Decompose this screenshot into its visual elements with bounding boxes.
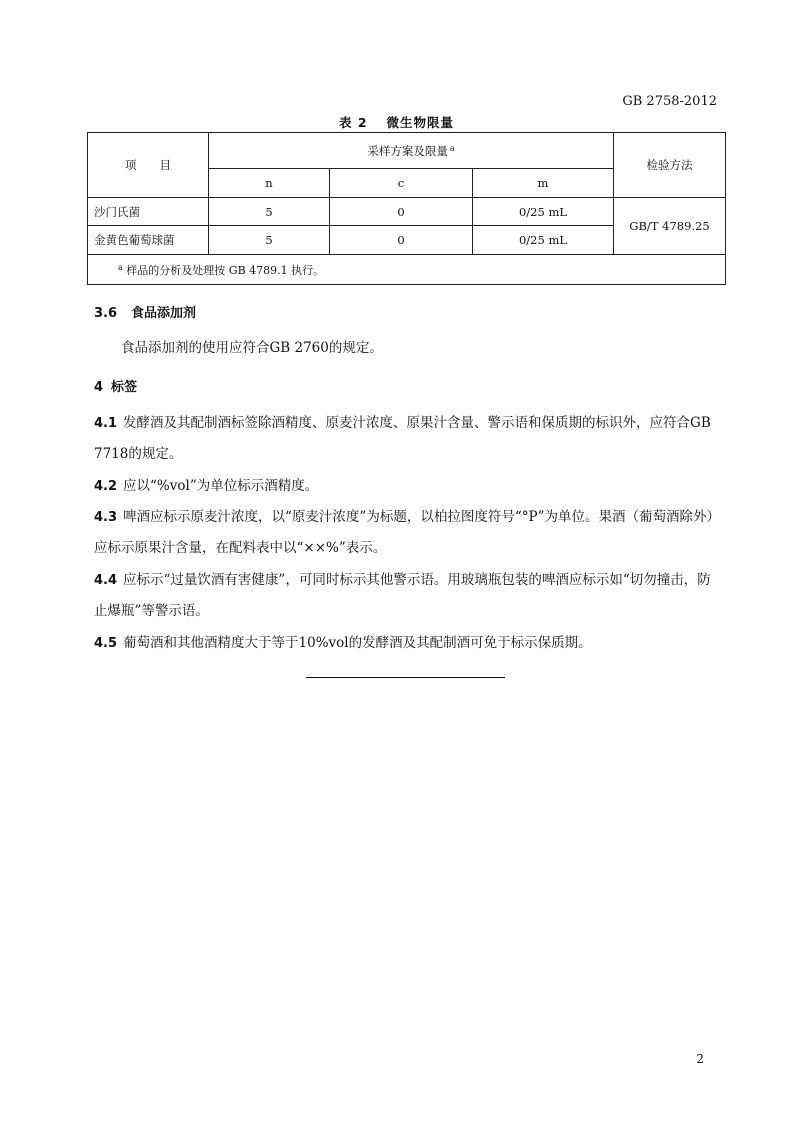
clause-text: 应以“%vol”为单位标示酒精度。 <box>123 478 319 494</box>
table-note-row <box>88 255 726 285</box>
clause-4-5 <box>94 628 724 659</box>
page-number: 2 <box>696 1052 704 1066</box>
document-code: GB 2758-2012 <box>622 94 717 109</box>
section-title: 标签 <box>111 380 138 395</box>
header-test-method: 检验方法 <box>614 133 726 198</box>
section-3-6-text: 食品添加剂的使用应符合GB 2760的规定。 <box>121 340 383 356</box>
clause-number: 4.4 <box>94 573 118 588</box>
table-footnote <box>88 255 726 285</box>
clause-number: 4.1 <box>94 416 118 431</box>
section-title: 食品添加剂 <box>131 306 197 321</box>
footnote-text: 样品的分析及处理按 GB 4789.1 执行。 <box>126 263 325 277</box>
row-n: 5 <box>209 226 330 255</box>
section-number: 3.6 <box>94 306 118 321</box>
row-method: GB/T 4789.25 <box>614 198 726 255</box>
microbial-limits-table <box>87 132 726 285</box>
clause-4-4 <box>94 565 724 627</box>
table-header-row <box>88 133 726 169</box>
section-3-6-heading <box>94 302 196 321</box>
clause-4-1 <box>94 408 724 470</box>
subheader-m: m <box>473 169 614 198</box>
subheader-n: n <box>209 169 330 198</box>
clause-text: 啤酒应标示原麦汁浓度，以“原麦汁浓度”为标题，以柏拉图度符号“°P”为单位。果酒（葡萄酒除外）应标示原果汁含量，在配料表中以“××%”表示。 <box>94 509 720 556</box>
footnote-mark: a <box>118 262 123 272</box>
header-item: 项 目 <box>88 133 209 198</box>
clause-number: 4.2 <box>94 479 118 494</box>
row-m: 0/25 mL <box>473 198 614 226</box>
end-of-document-rule <box>306 677 505 678</box>
row-m: 0/25 mL <box>473 226 614 255</box>
row-n: 5 <box>209 198 330 226</box>
subheader-c: c <box>330 169 473 198</box>
clause-number: 4.3 <box>94 510 118 525</box>
row-item: 沙门氏菌 <box>88 198 209 226</box>
clause-text: 发酵酒及其配制酒标签除酒精度、原麦汁浓度、原果汁含量、警示语和保质期的标识外，应符合GB 7718的规定。 <box>94 415 711 462</box>
clause-text: 应标示“过量饮酒有害健康”，可同时标示其他警示语。用玻璃瓶包装的啤酒应标示如“切勿撞击，防止爆瓶”等警示语。 <box>94 572 711 619</box>
section-4-heading <box>94 376 137 395</box>
header-footnote-mark: a <box>449 143 455 153</box>
header-sampling-plan <box>209 133 614 169</box>
section-number: 4 <box>94 380 104 395</box>
row-item: 金黄色葡萄球菌 <box>88 226 209 255</box>
row-c: 0 <box>330 198 473 226</box>
clause-text: 葡萄酒和其他酒精度大于等于10%vol的发酵酒及其配制酒可免于标示保质期。 <box>123 635 592 651</box>
header-sampling-plan-label: 采样方案及限量 <box>367 143 448 158</box>
row-c: 0 <box>330 226 473 255</box>
table-title: 表 2 微生物限量 <box>339 115 454 130</box>
clause-4-2 <box>94 471 724 502</box>
table-row <box>88 198 726 226</box>
clause-number: 4.5 <box>94 636 118 651</box>
clause-4-3 <box>94 502 724 564</box>
